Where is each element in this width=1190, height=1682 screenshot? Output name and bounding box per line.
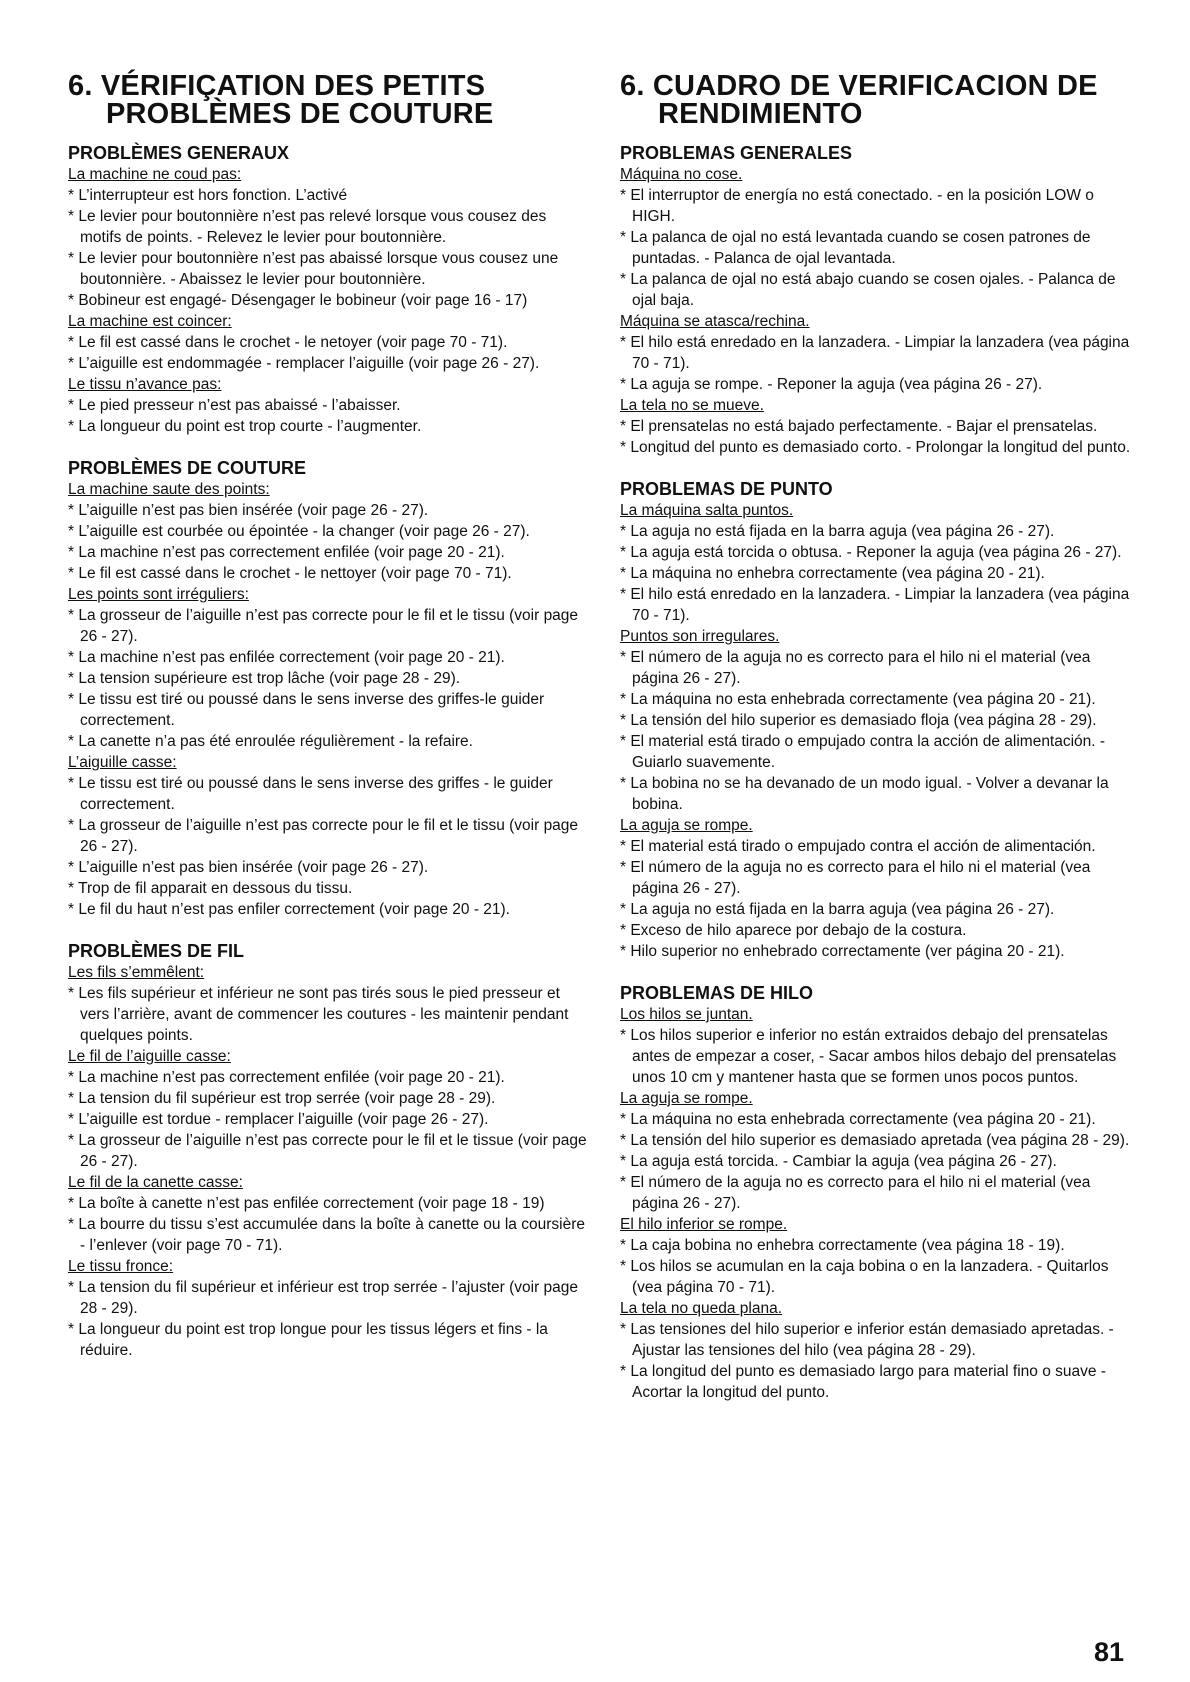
- list-item: * La tension du fil supérieur est trop serrée (voir page 28 - 29).: [68, 1088, 588, 1109]
- problem-subheading: La aguja se rompe.: [620, 817, 753, 834]
- problem-subheading: La aguja se rompe.: [620, 1090, 753, 1107]
- section-heading: PROBLEMAS DE HILO: [620, 983, 814, 1003]
- list-item: * La canette n’a pas été enroulée régulièrement - la refaire.: [68, 731, 588, 752]
- list-item: * Las tensiones del hilo superior e inferior están demasiado apretadas. - Ajustar las tensiones del hilo (vea página 28 - 29).: [620, 1319, 1140, 1361]
- list-item: * La longueur du point est trop longue pour les tissus légers et fins - la réduire.: [68, 1319, 588, 1361]
- list-item: * Trop de fil apparait en dessous du tissu.: [68, 878, 588, 899]
- list-item: * L’aiguille est tordue - remplacer l’aiguille (voir page 26 - 27).: [68, 1109, 588, 1130]
- list-item: * La máquina no esta enhebrada correctamente (vea página 20 - 21).: [620, 1109, 1140, 1130]
- page-title-line2: RENDIMIENTO: [658, 98, 863, 130]
- list-item: * La longitud del punto es demasiado largo para material fino o suave - Acortar la longitud del punto.: [620, 1361, 1140, 1403]
- list-item: * La tension supérieure est trop lâche (voir page 28 - 29).: [68, 668, 588, 689]
- page-number: 81: [1094, 1637, 1125, 1667]
- list-item: * La grosseur de l’aiguille n’est pas correcte pour le fil et le tissu (voir page 26 - 27).: [68, 815, 588, 857]
- list-item: * La aguja no está fijada en la barra aguja (vea página 26 - 27).: [620, 521, 1140, 542]
- list-item: * La tensión del hilo superior es demasiado floja (vea página 28 - 29).: [620, 710, 1140, 731]
- section-heading: PROBLEMAS GENERALES: [620, 143, 853, 163]
- list-item: * La caja bobina no enhebra correctamente (vea página 18 - 19).: [620, 1235, 1140, 1256]
- list-item: * Le tissu est tiré ou poussé dans le sens inverse des griffes-le guider correctement.: [68, 689, 588, 731]
- list-item: * El número de la aguja no es correcto para el hilo ni el material (vea página 26 - 27).: [620, 857, 1140, 899]
- list-item: * La aguja está torcida o obtusa. - Reponer la aguja (vea página 26 - 27).: [620, 542, 1140, 563]
- list-item: * La grosseur de l’aiguille n’est pas correcte pour le fil et le tissue (voir page 26 - 27).: [68, 1130, 588, 1172]
- list-item: * La machine n’est pas correctement enfilée (voir page 20 - 21).: [68, 1067, 588, 1088]
- list-item: * Le fil du haut n’est pas enfiler correctement (voir page 20 - 21).: [68, 899, 588, 920]
- list-item: * El número de la aguja no es correcto para el hilo ni el material (vea página 26 - 27).: [620, 647, 1140, 689]
- page-title-line2: PROBLÈMES DE COUTURE: [106, 98, 494, 130]
- list-item: * Le pied presseur n’est pas abaissé - l’abaisser.: [68, 395, 588, 416]
- list-item: * El hilo está enredado en la lanzadera. - Limpiar la lanzadera (vea página 70 - 71).: [620, 332, 1140, 374]
- list-item: * Le fil est cassé dans le crochet - le nettoyer (voir page 70 - 71).: [68, 563, 588, 584]
- section-heading: PROBLEMAS DE PUNTO: [620, 479, 833, 499]
- problem-subheading: Les points sont irréguliers:: [68, 586, 249, 603]
- problem-subheading: La tela no queda plana.: [620, 1300, 783, 1317]
- problem-subheading: El hilo inferior se rompe.: [620, 1216, 788, 1233]
- list-item: * L’aiguille n’est pas bien insérée (voir page 26 - 27).: [68, 857, 588, 878]
- list-item: * Le fil est cassé dans le crochet - le netoyer (voir page 70 - 71).: [68, 332, 588, 353]
- list-item: * Bobineur est engagé- Désengager le bobineur (voir page 16 - 17): [68, 290, 588, 311]
- section-heading: PROBLÈMES DE FIL: [68, 941, 245, 961]
- problem-subheading: Le fil de la canette casse:: [68, 1174, 243, 1191]
- page-title-line1: 6. VÉRIFIÇATION DES PETITS: [68, 70, 486, 102]
- list-item: * El hilo está enredado en la lanzadera. - Limpiar la lanzadera (vea página 70 - 71).: [620, 584, 1140, 626]
- problem-subheading: L’aiguille casse:: [68, 754, 177, 771]
- list-item: * Los hilos superior e inferior no están extraidos debajo del prensatelas antes de empezar a coser, - Sacar ambos hilos debajo del prensatelas unos 10 cm y mantener hasta que se formen unos pocos puntos.: [620, 1025, 1140, 1088]
- list-item: * Exceso de hilo aparece por debajo de la costura.: [620, 920, 1140, 941]
- list-item: * La aguja no está fijada en la barra aguja (vea página 26 - 27).: [620, 899, 1140, 920]
- list-item: * La tension du fil supérieur et inférieur est trop serrée - l’ajuster (voir page 28 - 29).: [68, 1277, 588, 1319]
- list-item: * L’aiguille est endommagée - remplacer l’aiguille (voir page 26 - 27).: [68, 353, 588, 374]
- section-heading: PROBLÈMES GENERAUX: [68, 143, 290, 163]
- list-item: * La grosseur de l’aiguille n’est pas correcte pour le fil et le tissu (voir page 26 - 27).: [68, 605, 588, 647]
- problem-subheading: Le tissu fronce:: [68, 1258, 174, 1275]
- problem-subheading: Le tissu n’avance pas:: [68, 376, 222, 393]
- list-item: * La palanca de ojal no está abajo cuando se cosen ojales. - Palanca de ojal baja.: [620, 269, 1140, 311]
- list-item: * L’interrupteur est hors fonction. L’activé: [68, 185, 588, 206]
- problem-subheading: Los hilos se juntan.: [620, 1006, 753, 1023]
- list-item: * L’aiguille n’est pas bien insérée (voir page 26 - 27).: [68, 500, 588, 521]
- list-item: * Longitud del punto es demasiado corto. - Prolongar la longitud del punto.: [620, 437, 1140, 458]
- list-item: * La bobina no se ha devanado de un modo igual. - Volver a devanar la bobina.: [620, 773, 1140, 815]
- page-title: [68, 72, 588, 128]
- problem-subheading: La máquina salta puntos.: [620, 502, 794, 519]
- problem-subheading: La machine saute des points:: [68, 481, 270, 498]
- list-item: * La aguja se rompe. - Reponer la aguja (vea página 26 - 27).: [620, 374, 1140, 395]
- list-item: * La machine n’est pas enfilée correctement (voir page 20 - 21).: [68, 647, 588, 668]
- right-column-spanish: [620, 72, 1140, 1403]
- list-item: * L’aiguille est courbée ou épointée - la changer (voir page 26 - 27).: [68, 521, 588, 542]
- list-item: * La boîte à canette n’est pas enfilée correctement (voir page 18 - 19): [68, 1193, 588, 1214]
- problem-subheading: La tela no se mueve.: [620, 397, 764, 414]
- problem-subheading: Les fils s’emmêlent:: [68, 964, 205, 981]
- list-item: * Le levier pour boutonnière n’est pas relevé lorsque vous cousez des motifs de points. - Relevez le levier pour boutonnière.: [68, 206, 588, 248]
- list-item: * El material está tirado o empujado contra la acción de alimentación. - Guiarlo suavemente.: [620, 731, 1140, 773]
- list-item: * La longueur du point est trop courte - l’augmenter.: [68, 416, 588, 437]
- list-item: * El material está tirado o empujado contra el acción de alimentación.: [620, 836, 1140, 857]
- problem-subheading: La machine est coincer:: [68, 313, 232, 330]
- page-title: [620, 72, 1140, 128]
- problem-subheading: Máquina no cose.: [620, 166, 743, 183]
- list-item: * El número de la aguja no es correcto para el hilo ni el material (vea página 26 - 27).: [620, 1172, 1140, 1214]
- left-column-french: [68, 72, 588, 1361]
- page-title-line1: 6. CUADRO DE VERIFICACION DE: [620, 70, 1098, 102]
- list-item: * La bourre du tissu s’est accumulée dans la boîte à canette ou la coursière - l’enlever (voir page 70 - 71).: [68, 1214, 588, 1256]
- list-item: * La tensión del hilo superior es demasiado apretada (vea página 28 - 29).: [620, 1130, 1140, 1151]
- list-item: * El prensatelas no está bajado perfectamente. - Bajar el prensatelas.: [620, 416, 1140, 437]
- problem-subheading: Máquina se atasca/rechina.: [620, 313, 810, 330]
- list-item: * La máquina no esta enhebrada correctamente (vea página 20 - 21).: [620, 689, 1140, 710]
- problem-subheading: Puntos son irregulares.: [620, 628, 780, 645]
- list-item: * Les fils supérieur et inférieur ne sont pas tirés sous le pied presseur et vers l’arrière, avant de commencer les coutures - les maintenir pendant quelques points.: [68, 983, 588, 1046]
- list-item: * Le tissu est tiré ou poussé dans le sens inverse des griffes - le guider correctement.: [68, 773, 588, 815]
- problem-subheading: La machine ne coud pas:: [68, 166, 242, 183]
- list-item: * La máquina no enhebra correctamente (vea página 20 - 21).: [620, 563, 1140, 584]
- list-item: * Hilo superior no enhebrado correctamente (ver página 20 - 21).: [620, 941, 1140, 962]
- section-heading: PROBLÈMES DE COUTURE: [68, 458, 307, 478]
- list-item: * La palanca de ojal no está levantada cuando se cosen patrones de puntadas. - Palanca de ojal levantada.: [620, 227, 1140, 269]
- list-item: * Los hilos se acumulan en la caja bobina o en la lanzadera. - Quitarlos (vea página 70 - 71).: [620, 1256, 1140, 1298]
- list-item: * El interruptor de energía no está conectado. - en la posición LOW o HIGH.: [620, 185, 1140, 227]
- problem-subheading: Le fil de l’aiguille casse:: [68, 1048, 231, 1065]
- list-item: * Le levier pour boutonnière n’est pas abaissé lorsque vous cousez une boutonnière. - Abaissez le levier pour boutonnière.: [68, 248, 588, 290]
- list-item: * La machine n’est pas correctement enfilée (voir page 20 - 21).: [68, 542, 588, 563]
- list-item: * La aguja está torcida. - Cambiar la aguja (vea página 26 - 27).: [620, 1151, 1140, 1172]
